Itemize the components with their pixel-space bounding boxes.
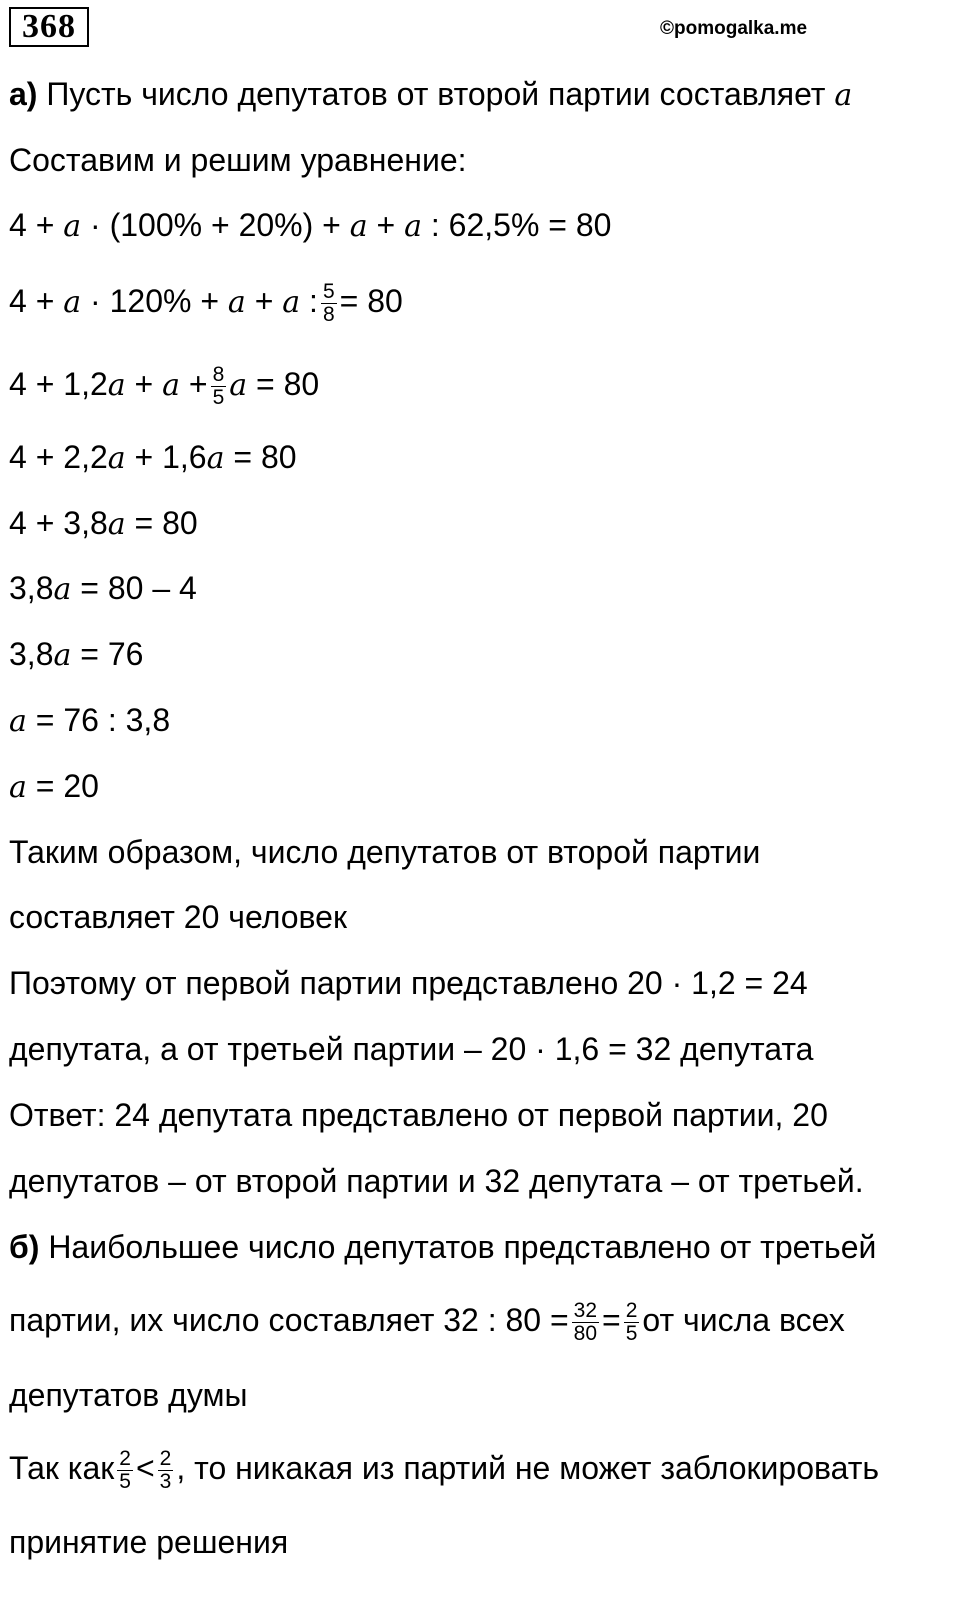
part-b-line-2 <box>9 1300 845 1345</box>
part-b-line-4 <box>9 1448 879 1493</box>
variable-a: a <box>63 209 82 244</box>
problem-number: 368 <box>9 7 89 47</box>
equation-1 <box>9 205 611 247</box>
part-b-text: партии, их число составляет 32 : 80 = <box>9 1302 569 1338</box>
eq7-part: 3,8 <box>9 636 54 672</box>
fraction-numerator: 2 <box>119 1447 131 1471</box>
conclusion-line-2: составляет 20 человек <box>9 899 347 935</box>
eq3-part: + <box>180 366 208 402</box>
equation-7 <box>9 634 143 676</box>
eq3-part: 4 + 1,2 <box>9 366 108 402</box>
equation-6 <box>9 568 197 610</box>
equation-9 <box>9 766 99 808</box>
eq3-part: + <box>125 366 163 402</box>
variable-a: a <box>107 507 126 542</box>
fraction <box>321 281 337 326</box>
part-a-label: а) <box>9 76 38 112</box>
fraction <box>117 1448 133 1493</box>
fraction-denominator: 5 <box>625 1322 638 1346</box>
variable-a: a <box>63 285 82 320</box>
fraction-numerator: 2 <box>625 1299 638 1323</box>
answer-line-1: Ответ: 24 депутата представлено от первой партии, 20 <box>9 1097 828 1133</box>
fraction <box>211 364 227 409</box>
fraction-numerator: 32 <box>573 1299 598 1323</box>
variable-a: a <box>229 368 248 403</box>
variable-a: a <box>53 572 72 607</box>
part-b-text: Так как <box>9 1450 115 1486</box>
eq2-part: 4 + <box>9 283 64 319</box>
eq1-part: 4 + <box>9 207 64 243</box>
eq2-part: + <box>245 283 283 319</box>
fraction <box>572 1300 599 1345</box>
eq1-part: : 62,5% = 80 <box>421 207 612 243</box>
eq3-part: = 80 <box>247 366 320 402</box>
eq1-part: · (100% + 20%) + <box>81 207 350 243</box>
eq5-part: = 80 <box>125 505 198 541</box>
variable-a: a <box>107 368 126 403</box>
fraction-denominator: 5 <box>212 386 225 410</box>
variable-a: a <box>107 441 126 476</box>
equation-8 <box>9 700 170 742</box>
equation-3 <box>9 364 319 409</box>
part-a-intro <box>9 74 852 116</box>
part-b-text: < <box>135 1450 155 1486</box>
eq2-part: · 120% + <box>81 283 228 319</box>
eq6-part: 3,8 <box>9 570 54 606</box>
variable-a: a <box>53 638 72 673</box>
variable-a: a <box>349 209 368 244</box>
equation-2 <box>9 281 403 326</box>
equation-4 <box>9 437 297 479</box>
fraction-denominator: 3 <box>159 1470 172 1494</box>
part-b-text: от числа всех <box>642 1302 845 1338</box>
eq1-part: + <box>367 207 405 243</box>
variable-a: a <box>404 209 422 244</box>
eq4-part: 4 + 2,2 <box>9 439 108 475</box>
eq4-part: + 1,6 <box>125 439 207 475</box>
answer-line-2: депутатов – от второй партии и 32 депутата – от третьей. <box>9 1163 864 1199</box>
part-b-label: б) <box>9 1229 40 1265</box>
part-b-text: , то никакая из партий не может заблокировать <box>176 1450 880 1486</box>
variable-a: a <box>9 770 27 805</box>
part-b-line-1 <box>9 1227 876 1267</box>
variable-a: a <box>227 285 246 320</box>
part-b-line-3: депутатов думы <box>9 1377 248 1413</box>
part-b-text: = <box>602 1302 621 1338</box>
therefore-line-1: Поэтому от первой партии представлено 20 · 1,2 = 24 <box>9 965 808 1001</box>
eq2-part: = 80 <box>339 283 403 319</box>
variable-a: a <box>9 704 27 739</box>
fraction-denominator: 5 <box>119 1470 131 1494</box>
fraction-numerator: 2 <box>159 1447 172 1471</box>
part-b-line-5: принятие решения <box>9 1524 289 1560</box>
fraction-denominator: 80 <box>573 1322 598 1346</box>
fraction-denominator: 8 <box>322 303 335 327</box>
variable-a: a <box>834 78 853 113</box>
fraction-numerator: 8 <box>212 363 225 387</box>
compose-text: Составим и решим уравнение: <box>9 142 467 178</box>
fraction <box>624 1300 640 1345</box>
eq4-part: = 80 <box>224 439 297 475</box>
conclusion-line-1: Таким образом, число депутатов от второй партии <box>9 834 761 870</box>
intro-text: Пусть число депутатов от второй партии составляет <box>37 76 835 112</box>
eq6-part: = 80 – 4 <box>71 570 197 606</box>
eq7-part: = 76 <box>71 636 144 672</box>
watermark: ©pomogalka.me <box>660 18 808 39</box>
eq2-part: : <box>300 283 318 319</box>
variable-a: a <box>162 368 180 403</box>
part-b-text: Наибольшее число депутатов представлено от третьей <box>39 1229 877 1265</box>
fraction-numerator: 5 <box>322 280 335 304</box>
variable-a: a <box>282 285 301 320</box>
equation-5 <box>9 503 198 545</box>
eq9-part: = 20 <box>26 768 99 804</box>
variable-a: a <box>206 441 225 476</box>
therefore-line-2: депутата, а от третьей партии – 20 · 1,6 = 32 депутата <box>9 1031 814 1067</box>
eq8-part: = 76 : 3,8 <box>26 702 171 738</box>
fraction <box>158 1448 174 1493</box>
eq5-part: 4 + 3,8 <box>9 505 108 541</box>
